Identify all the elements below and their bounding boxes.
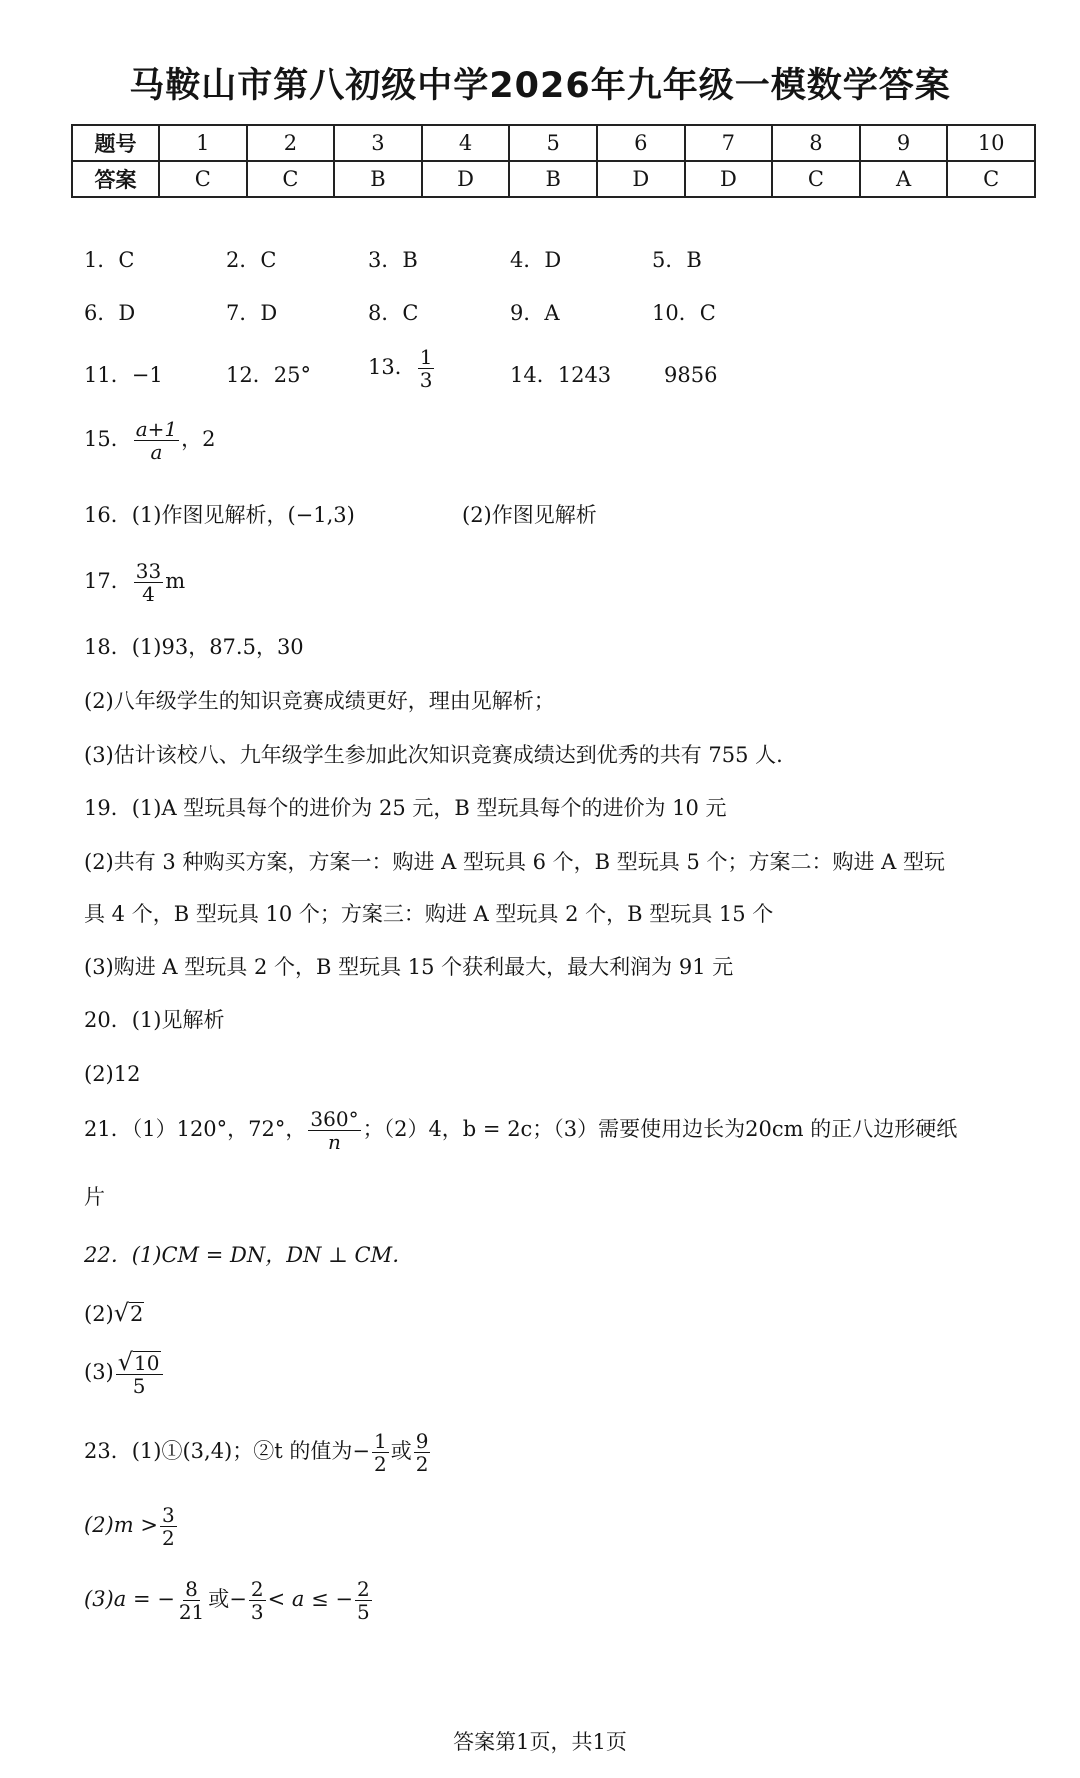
q17-fraction xyxy=(134,560,163,605)
table-cell: D xyxy=(685,161,773,197)
q23-part3-text-c: < a ≤ − xyxy=(267,1587,353,1611)
table-cell: 4 xyxy=(422,125,510,161)
table-cell: C xyxy=(159,161,247,197)
choice-answer-6: 6．D xyxy=(84,301,136,325)
table-cell: C xyxy=(772,161,860,197)
q22-fraction xyxy=(116,1350,163,1397)
table-cell: 6 xyxy=(597,125,685,161)
answer-q18-part3: (3)估计该校八、九年级学生参加此次知识竞赛成绩达到优秀的共有 755 人. xyxy=(84,743,783,767)
q15-label: 15． xyxy=(84,427,132,451)
answer-q22-part2 xyxy=(84,1299,144,1329)
answer-q23-part3 xyxy=(84,1578,374,1623)
row-header-number: 题号 xyxy=(72,125,159,161)
answer-q22-part1: 22．(1)CM = DN，DN ⊥ CM． xyxy=(84,1243,414,1267)
fraction-numerator: 3 xyxy=(161,1503,175,1527)
q23-part3-text-a: (3)a = − xyxy=(84,1587,175,1611)
q13-fraction xyxy=(418,346,435,391)
answer-q16-part2: (2)作图见解析 xyxy=(462,503,597,527)
table-cell: B xyxy=(334,161,422,197)
q23-part2-text: (2)m > xyxy=(84,1513,158,1537)
fraction-numerator: 9 xyxy=(415,1429,429,1453)
q15-fraction xyxy=(134,418,179,463)
table-cell: 10 xyxy=(947,125,1035,161)
choice-answer-8: 8．C xyxy=(368,301,419,325)
table-cell: 1 xyxy=(159,125,247,161)
answer-table xyxy=(71,124,1036,198)
answer-q18-part1: 18．(1)93，87.5，30 xyxy=(84,635,304,659)
fraction-numerator: 1 xyxy=(419,345,433,369)
fraction-numerator xyxy=(116,1350,163,1375)
q23-or: 或 xyxy=(390,1439,412,1463)
q21-fraction xyxy=(308,1108,360,1153)
sqrt-expression xyxy=(118,1350,161,1374)
choice-answer-2: 2．C xyxy=(226,248,277,272)
fraction-denominator: 2 xyxy=(373,1452,387,1476)
q22-part2-label: (2) xyxy=(84,1302,114,1326)
fraction-denominator: 4 xyxy=(142,582,155,606)
q21-before: 21．（1）120°，72°， xyxy=(84,1117,307,1141)
q22-part3-label: (3) xyxy=(84,1360,114,1384)
choice-answer-7: 7．D xyxy=(226,301,278,325)
fraction-denominator: 5 xyxy=(356,1600,370,1624)
answer-q15 xyxy=(84,418,216,463)
table-cell: D xyxy=(597,161,685,197)
fraction-numerator: 2 xyxy=(250,1577,264,1601)
radical-sign: √ xyxy=(113,1299,130,1327)
fraction-denominator: 3 xyxy=(419,368,433,392)
row-header-answer: 答案 xyxy=(72,161,159,197)
answer-q13 xyxy=(368,346,436,391)
choice-answer-1: 1．C xyxy=(84,248,135,272)
q23-part3-text-b: 或− xyxy=(208,1587,247,1611)
fraction-denominator: 2 xyxy=(415,1452,429,1476)
answer-q20-part1: 20．(1)见解析 xyxy=(84,1008,225,1032)
q23-part1-text: 23．(1)①(3,4)；②t 的值为− xyxy=(84,1439,370,1463)
fraction-numerator: 33 xyxy=(135,559,162,583)
radicand: 10 xyxy=(134,1351,160,1375)
fraction-numerator: 8 xyxy=(185,1577,198,1601)
table-cell: 5 xyxy=(509,125,597,161)
answer-q12: 12．25° xyxy=(226,363,311,387)
question-number-row xyxy=(72,125,1035,161)
fraction-denominator: a xyxy=(150,440,163,464)
answer-q16-part1: 16．(1)作图见解析，(−1,3) xyxy=(84,503,355,527)
q23-fraction-2 xyxy=(414,1430,431,1475)
answer-q14-second: 9856 xyxy=(664,363,718,387)
fraction-denominator: 5 xyxy=(132,1374,146,1398)
answer-q21 xyxy=(84,1108,957,1153)
choice-answer-4: 4．D xyxy=(510,248,562,272)
page-footer: 答案第1页，共1页 xyxy=(453,1730,627,1754)
fraction-denominator: 3 xyxy=(250,1600,264,1624)
q23-fraction-6 xyxy=(355,1578,372,1623)
answer-q23-part2 xyxy=(84,1504,179,1549)
fraction-denominator: 21 xyxy=(178,1600,205,1624)
answer-q11: 11．−1 xyxy=(84,363,163,387)
answer-q23-part1 xyxy=(84,1430,432,1475)
answer-q19-part2-line2: 具 4 个，B 型玩具 10 个；方案三：购进 A 型玩具 2 个，B 型玩具 15 个 xyxy=(84,902,774,926)
choice-answer-10: 10．C xyxy=(652,301,716,325)
fraction-numerator: a+1 xyxy=(135,417,178,441)
answer-q19-part2-line1: (2)共有 3 种购买方案，方案一：购进 A 型玩具 6 个，B 型玩具 5 个；方案二：购进 A 型玩 xyxy=(84,850,946,874)
fraction-denominator: 2 xyxy=(161,1526,175,1550)
choice-answer-5: 5．B xyxy=(652,248,702,272)
radical-sign: √ xyxy=(117,1348,134,1376)
q15-rest: ，2 xyxy=(181,427,216,451)
q13-label: 13． xyxy=(368,355,416,379)
q23-fraction-5 xyxy=(249,1578,266,1623)
q17-label: 17． xyxy=(84,569,132,593)
table-cell: A xyxy=(860,161,948,197)
table-cell: 9 xyxy=(860,125,948,161)
answer-row xyxy=(72,161,1035,197)
answer-q14: 14．1243 xyxy=(510,363,612,387)
table-cell: B xyxy=(509,161,597,197)
radicand: 2 xyxy=(130,1302,144,1326)
table-cell: 3 xyxy=(334,125,422,161)
answer-q22-part3 xyxy=(84,1350,165,1397)
q23-fraction-3 xyxy=(160,1504,177,1549)
q17-unit: m xyxy=(165,569,186,593)
table-cell: D xyxy=(422,161,510,197)
fraction-numerator: 2 xyxy=(356,1577,370,1601)
q21-after: ；（2）4，b = 2c；（3）需要使用边长为20cm 的正八边形硬纸 xyxy=(362,1117,958,1141)
answer-q18-part2: (2)八年级学生的知识竞赛成绩更好，理由见解析； xyxy=(84,689,555,713)
table-cell: 7 xyxy=(685,125,773,161)
page-title: 马鞍山市第八初级中学2026年九年级一模数学答案 xyxy=(129,66,951,106)
fraction-denominator: n xyxy=(328,1130,341,1154)
table-cell: 8 xyxy=(772,125,860,161)
fraction-numerator: 1 xyxy=(373,1429,387,1453)
sqrt-expression xyxy=(114,1301,145,1325)
answer-q20-part2: (2)12 xyxy=(84,1062,141,1086)
choice-answer-3: 3．B xyxy=(368,248,418,272)
answer-q17 xyxy=(84,560,185,605)
table-cell: 2 xyxy=(247,125,335,161)
q23-fraction-4 xyxy=(177,1578,206,1623)
answer-q19-part1: 19．(1)A 型玩具每个的进价为 25 元，B 型玩具每个的进价为 10 元 xyxy=(84,796,727,820)
answer-q19-part3: (3)购进 A 型玩具 2 个，B 型玩具 15 个获利最大，最大利润为 91 元 xyxy=(84,955,734,979)
table-cell: C xyxy=(247,161,335,197)
choice-answer-9: 9．A xyxy=(510,301,560,325)
fraction-numerator: 360° xyxy=(310,1107,359,1131)
table-cell: C xyxy=(947,161,1035,197)
answer-q21-line2: 片 xyxy=(84,1185,105,1209)
q23-fraction-1 xyxy=(372,1430,389,1475)
